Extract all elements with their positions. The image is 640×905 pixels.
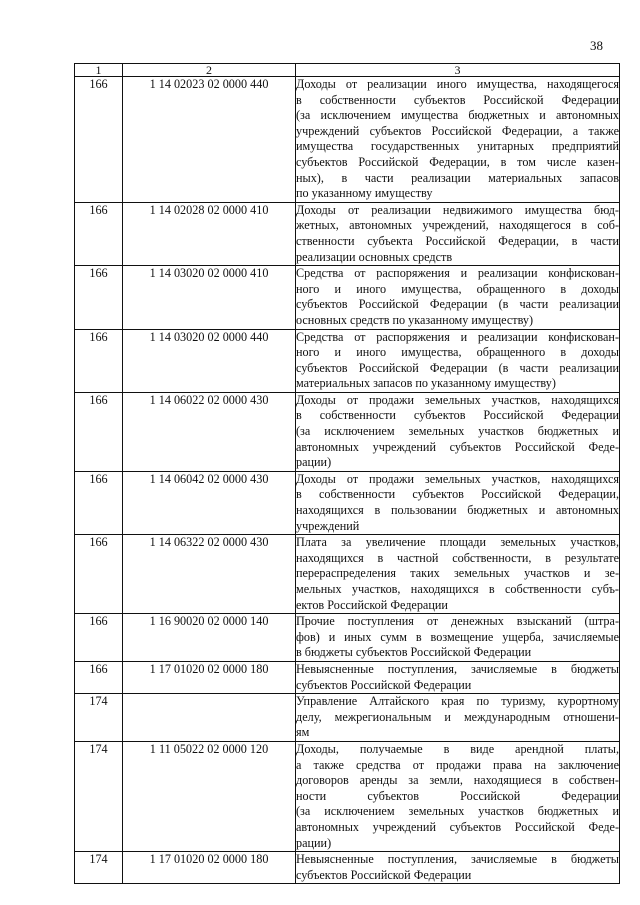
revenue-name-line: субъектов Российской Федерации	[296, 677, 472, 692]
revenue-name-line: (за исключением земельных участков бюджетных и	[296, 804, 619, 819]
revenue-name-line: реализации основных средств	[296, 249, 453, 264]
column-header-1: 1	[75, 64, 123, 77]
budget-code-cell	[123, 694, 296, 742]
admin-code-cell: 166	[75, 329, 123, 392]
revenue-name-line: ям	[296, 725, 310, 740]
table-row	[75, 852, 620, 884]
revenue-name-line: Прочие поступления от денежных взысканий (штра-	[296, 614, 619, 629]
revenue-name-line: делу, межрегиональным и международным отношени-	[296, 709, 619, 724]
revenue-name-line: в собственности субъектов Российской Федерации,	[296, 487, 619, 502]
admin-code-cell: 174	[75, 741, 123, 851]
revenue-name-cell	[296, 77, 620, 203]
admin-code-cell: 166	[75, 77, 123, 203]
revenue-name-line: ственности субъекта Российской Федерации, в части	[296, 233, 619, 248]
admin-code-cell: 166	[75, 535, 123, 614]
revenue-name-line: основных средств по указанному имуществу)	[296, 312, 534, 327]
revenue-name-line: субъектов Российской Федерации	[296, 867, 472, 882]
budget-code-cell: 1 14 06022 02 0000 430	[123, 392, 296, 471]
revenue-name-line: субъектов Российской Федерации (в части реализации	[296, 360, 619, 375]
revenue-name-line: находящихся в пользовании бюджетных и автономных	[296, 503, 619, 518]
revenue-name-line: в бюджеты субъектов Российской Федерации	[296, 645, 532, 660]
admin-code-cell: 174	[75, 694, 123, 742]
revenue-name-line: Невыясненные поступления, зачисляемые в бюджеты	[296, 661, 619, 676]
revenue-name-line: (за исключением земельных участков бюджетных и	[296, 424, 619, 439]
revenue-name-cell	[296, 694, 620, 742]
revenue-name-line: жетных, автономных учреждений, находящегося в соб-	[296, 218, 619, 233]
budget-code-cell: 1 11 05022 02 0000 120	[123, 741, 296, 851]
revenue-name-cell	[296, 202, 620, 265]
revenue-name-line: Управление Алтайского края по туризму, курортному	[296, 694, 619, 709]
revenue-name-line: а также средства от продажи права на заключение	[296, 757, 619, 772]
revenue-name-line: ных), в части реализации материальных запасов	[296, 170, 619, 185]
revenue-name-cell	[296, 661, 620, 693]
table-row	[75, 202, 620, 265]
budget-code-cell: 1 14 02028 02 0000 410	[123, 202, 296, 265]
table-row	[75, 266, 620, 329]
revenue-name-line: (за исключением имущества бюджетных и автономных	[296, 108, 619, 123]
revenue-name-line: субъектов Российской Федерации (в части реализации	[296, 297, 619, 312]
revenue-name-line: автономных учреждений субъектов Российской Феде-	[296, 439, 619, 454]
revenue-name-line: ного и иного имущества, обращенного в доходы	[296, 281, 619, 296]
table-row	[75, 77, 620, 203]
revenue-name-line: находящихся в частной собственности, в результате	[296, 550, 619, 565]
revenue-name-line: по указанному имуществу	[296, 186, 433, 201]
admin-code-cell: 174	[75, 852, 123, 884]
revenue-name-cell	[296, 329, 620, 392]
revenue-name-line: материальных запасов по указанному имуществу)	[296, 376, 556, 391]
revenue-name-cell	[296, 535, 620, 614]
table-row	[75, 535, 620, 614]
table-row	[75, 741, 620, 851]
revenue-name-line: Доходы от реализации иного имущества, находящегося	[296, 77, 619, 91]
revenue-name-line: автономных учреждений субъектов Российской Феде-	[296, 819, 619, 834]
table-header-row	[75, 64, 620, 77]
admin-code-cell: 166	[75, 471, 123, 534]
budget-code-cell: 1 16 90020 02 0000 140	[123, 614, 296, 662]
budget-code-cell: 1 14 02023 02 0000 440	[123, 77, 296, 203]
revenue-name-line: учреждений	[296, 518, 360, 533]
revenue-name-cell	[296, 741, 620, 851]
column-header-3: 3	[296, 64, 620, 77]
revenue-name-line: рации)	[296, 455, 332, 470]
admin-code-cell: 166	[75, 661, 123, 693]
table-row	[75, 329, 620, 392]
admin-code-cell: 166	[75, 202, 123, 265]
table-row	[75, 392, 620, 471]
admin-code-cell: 166	[75, 614, 123, 662]
page-number: 38	[590, 38, 603, 53]
revenue-name-line: Доходы от продажи земельных участков, находящихся	[296, 392, 619, 407]
budget-code-cell: 1 14 03020 02 0000 410	[123, 266, 296, 329]
revenue-name-line: ектов Российской Федерации	[296, 597, 448, 612]
revenue-name-line: Невыясненные поступления, зачисляемые в бюджеты	[296, 852, 619, 867]
revenue-codes-table	[74, 63, 620, 884]
revenue-name-line: Доходы от продажи земельных участков, находящихся	[296, 471, 619, 486]
revenue-name-line: договоров аренды за земли, находящиеся в собствен-	[296, 773, 619, 788]
revenue-name-cell	[296, 471, 620, 534]
admin-code-cell: 166	[75, 266, 123, 329]
revenue-name-line: в собственности субъектов Российской Федерации	[296, 408, 619, 423]
revenue-name-line: мельных участков, находящихся в собственности субъ-	[296, 582, 619, 596]
revenue-name-line: фов) и иных сумм в возмещение ущерба, зачисляемые	[296, 629, 619, 644]
table-row	[75, 661, 620, 693]
revenue-name-cell	[296, 852, 620, 884]
admin-code-cell: 166	[75, 392, 123, 471]
revenue-name-line: ного и иного имущества, обращенного в доходы	[296, 345, 619, 360]
table-body	[75, 77, 620, 884]
revenue-name-cell	[296, 614, 620, 662]
budget-code-cell: 1 17 01020 02 0000 180	[123, 852, 296, 884]
table-row	[75, 694, 620, 742]
revenue-name-line: перераспределения таких земельных участков и зе-	[296, 566, 619, 581]
revenue-name-line: в собственности субъектов Российской Федерации	[296, 92, 619, 107]
table-row	[75, 471, 620, 534]
revenue-name-line: субъектов Российской Федерации, в том числе казен-	[296, 154, 619, 169]
revenue-name-cell	[296, 266, 620, 329]
revenue-name-line: Доходы от реализации недвижимого имущества бюд-	[296, 202, 619, 217]
revenue-name-line: Плата за увеличение площади земельных участков,	[296, 535, 619, 550]
revenue-name-cell	[296, 392, 620, 471]
budget-code-cell: 1 14 06322 02 0000 430	[123, 535, 296, 614]
revenue-name-line: имущества государственных унитарных предприятий	[296, 139, 619, 154]
revenue-name-line: Средства от распоряжения и реализации конфискован-	[296, 329, 619, 344]
revenue-name-line: ности субъектов Российской Федерации	[296, 788, 619, 803]
revenue-name-line: Средства от распоряжения и реализации конфискован-	[296, 266, 619, 281]
budget-code-cell: 1 17 01020 02 0000 180	[123, 661, 296, 693]
revenue-name-line: рации)	[296, 835, 332, 850]
budget-code-cell: 1 14 06042 02 0000 430	[123, 471, 296, 534]
revenue-name-line: учреждений субъектов Российской Федерации, а также	[296, 123, 619, 138]
budget-code-cell: 1 14 03020 02 0000 440	[123, 329, 296, 392]
table-row	[75, 614, 620, 662]
revenue-name-line: Доходы, получаемые в виде арендной платы,	[296, 741, 619, 756]
column-header-2: 2	[123, 64, 296, 77]
